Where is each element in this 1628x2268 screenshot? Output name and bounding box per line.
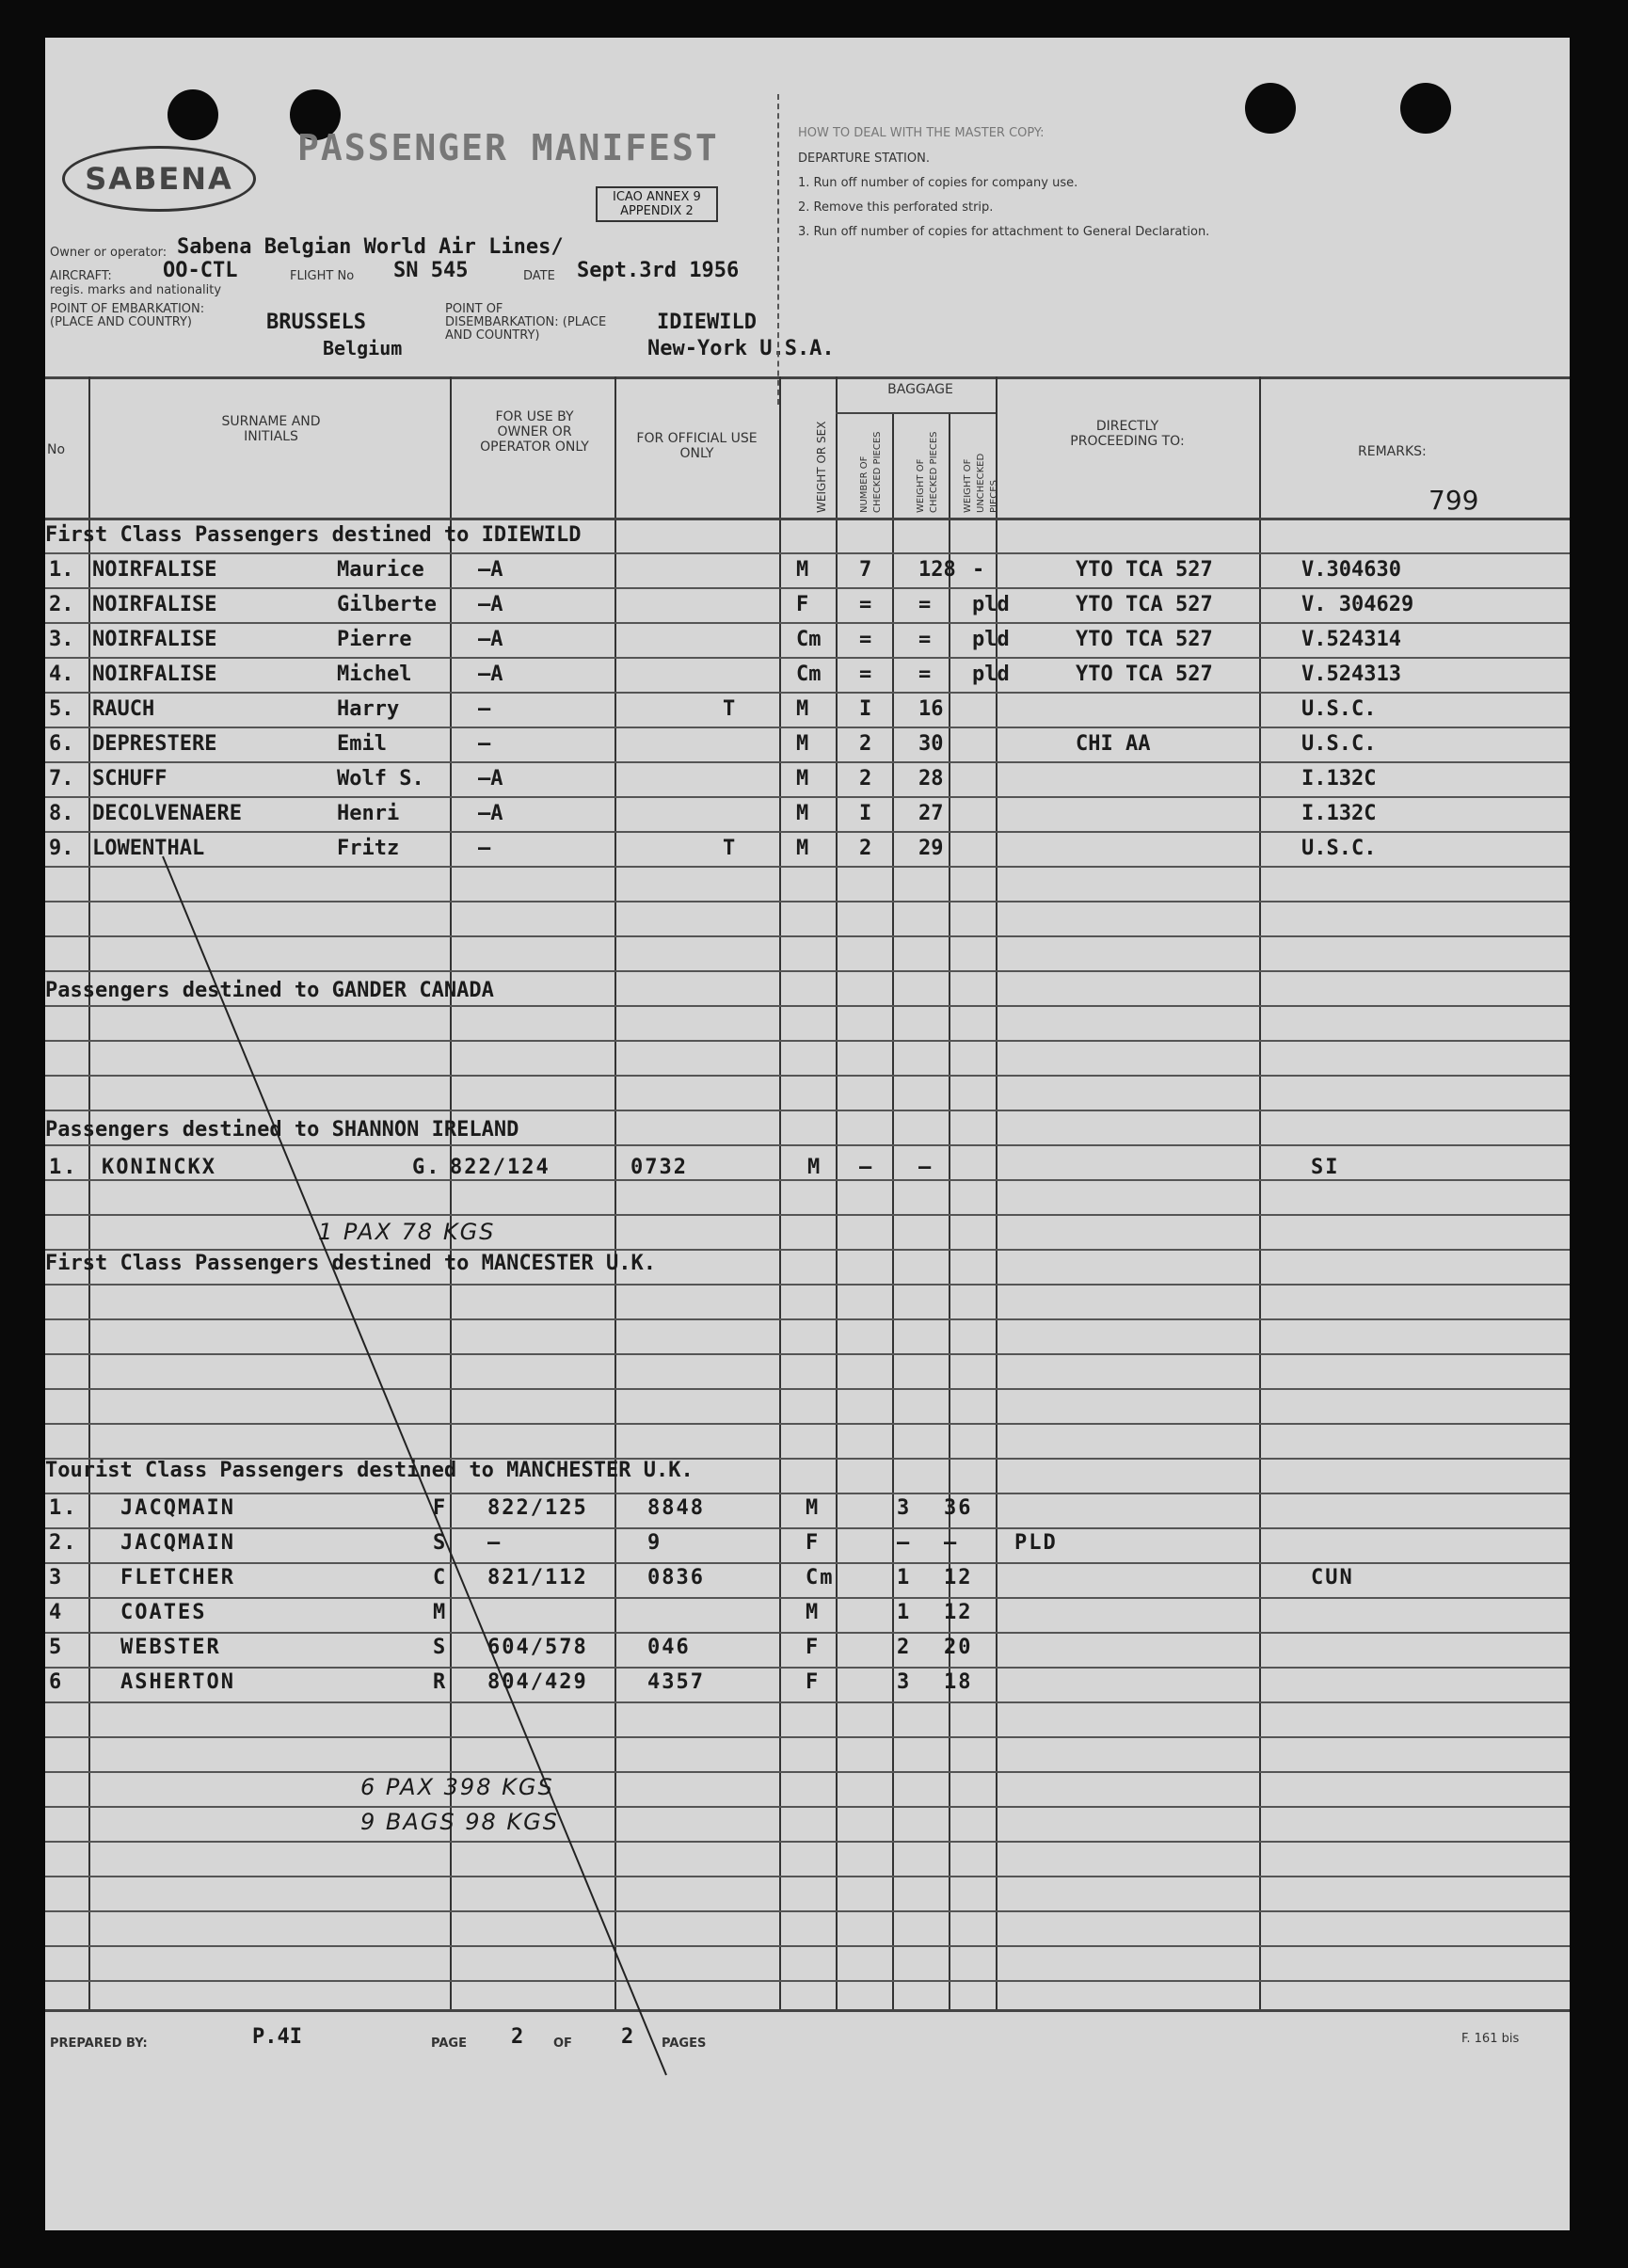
cell-surname: NOIRFALISE bbox=[92, 593, 217, 616]
cell-first: S bbox=[433, 1531, 448, 1555]
cell-surname: NOIRFALISE bbox=[92, 628, 217, 651]
cell-surname: ASHERTON bbox=[120, 1670, 235, 1694]
form-code: F. 161 bis bbox=[1461, 2032, 1520, 2046]
cell-first: R bbox=[433, 1670, 448, 1694]
embark-label: POINT OF EMBARKATION: (PLACE AND COUNTRY) bbox=[50, 302, 205, 329]
sabena-logo: SABENA bbox=[62, 146, 256, 212]
cell-pcs: 3 bbox=[897, 1670, 912, 1694]
cell-wt: 20 bbox=[944, 1636, 973, 1659]
col-baggage-header: BAGGAGE bbox=[887, 382, 953, 397]
cell-no: 7. bbox=[49, 767, 74, 791]
cell-official: 0836 bbox=[647, 1566, 705, 1589]
cell-remarks: U.S.C. bbox=[1301, 697, 1377, 721]
cell-wt: 12 bbox=[944, 1566, 973, 1589]
cell-no: 1. bbox=[49, 1496, 78, 1520]
col-directly-header: DIRECTLY PROCEEDING TO: bbox=[1070, 419, 1185, 449]
cell-pcs: 2 bbox=[859, 732, 872, 756]
owner-value: Sabena Belgian World Air Lines/ bbox=[177, 235, 564, 259]
section-first-class-idiewild: First Class Passengers destined to IDIEWILD bbox=[45, 523, 582, 547]
cell-remarks: SI bbox=[1311, 1156, 1340, 1179]
embark-value: BRUSSELS bbox=[266, 311, 366, 334]
cell-dest: YTO TCA 527 bbox=[1076, 593, 1213, 616]
pages-label: PAGES bbox=[662, 2036, 707, 2051]
cell-surname: SCHUFF bbox=[92, 767, 168, 791]
cell-surname: DECOLVENAERE bbox=[92, 802, 242, 825]
cell-owner: —A bbox=[478, 767, 503, 791]
cell-unchk: pld bbox=[972, 663, 1010, 686]
col-num-checked-header: NUMBER OF CHECKED PIECES bbox=[859, 431, 883, 513]
cell-unchk: PLD bbox=[1014, 1531, 1058, 1555]
cell-pcs: — bbox=[859, 1156, 874, 1179]
col-weight-unchecked-header: WEIGHT OF UNCHECKED PIECES bbox=[963, 453, 999, 513]
disembark-country: New-York U.S.A. bbox=[647, 337, 835, 360]
page-label: PAGE bbox=[431, 2036, 467, 2051]
cell-owner: 604/578 bbox=[487, 1636, 588, 1659]
cell-wt: 36 bbox=[944, 1496, 973, 1520]
aircraft-label: AIRCRAFT: bbox=[50, 269, 112, 283]
aircraft-value: OO-CTL bbox=[163, 259, 238, 282]
cell-no: 4 bbox=[49, 1601, 64, 1624]
cell-sex: M bbox=[796, 802, 809, 825]
cell-sex: Cm bbox=[806, 1566, 835, 1589]
col-owner-header: FOR USE BY OWNER OR OPERATOR ONLY bbox=[480, 409, 589, 455]
cell-wt: = bbox=[918, 593, 932, 616]
cell-owner: — bbox=[478, 697, 491, 721]
cell-sex: M bbox=[796, 558, 809, 582]
cell-wt: 28 bbox=[918, 767, 944, 791]
instruction-3: 3. Run off number of copies for attachment to General Declaration. bbox=[798, 225, 1210, 239]
icao-line1: ICAO ANNEX 9 bbox=[613, 190, 701, 204]
cell-pcs: 7 bbox=[859, 558, 872, 582]
cell-pcs: I bbox=[859, 802, 872, 825]
cell-wt: = bbox=[918, 663, 932, 686]
cell-first: Pierre bbox=[337, 628, 412, 651]
cell-wt: — bbox=[944, 1531, 959, 1555]
cell-sex: M bbox=[806, 1601, 821, 1624]
disembark-label: POINT OF DISEMBARKATION: (PLACE AND COUNTRY) bbox=[445, 302, 607, 343]
owner-label: Owner or operator: bbox=[50, 246, 168, 260]
cell-sex: F bbox=[796, 593, 809, 616]
cell-remarks: I.132C bbox=[1301, 802, 1377, 825]
cell-sex: M bbox=[796, 767, 809, 791]
cell-sex: F bbox=[806, 1531, 821, 1555]
cell-remarks: V.524314 bbox=[1301, 628, 1401, 651]
cell-surname: NOIRFALISE bbox=[92, 663, 217, 686]
cell-first: Wolf S. bbox=[337, 767, 424, 791]
cell-wt: 30 bbox=[918, 732, 944, 756]
prepared-by-value: P.4I bbox=[252, 2025, 302, 2049]
instructions-heading2: DEPARTURE STATION. bbox=[798, 152, 930, 166]
cell-owner: 822/125 bbox=[487, 1496, 588, 1520]
cell-official: 046 bbox=[647, 1636, 691, 1659]
cell-pcs: 2 bbox=[859, 767, 872, 791]
date-value: Sept.3rd 1956 bbox=[577, 259, 740, 282]
cell-surname: WEBSTER bbox=[120, 1636, 221, 1659]
instruction-2: 2. Remove this perforated strip. bbox=[798, 200, 994, 215]
cell-sex: M bbox=[807, 1156, 822, 1179]
page-stamp-number: 799 bbox=[1428, 485, 1479, 516]
flight-value: SN 545 bbox=[393, 259, 469, 282]
col-remarks-header: REMARKS: bbox=[1358, 444, 1427, 459]
col-weight-checked-header: WEIGHT OF CHECKED PIECES bbox=[916, 431, 939, 513]
cell-unchk: pld bbox=[972, 593, 1010, 616]
cell-no: 6. bbox=[49, 732, 74, 756]
cell-pcs: 2 bbox=[859, 837, 872, 860]
icao-line2: APPENDIX 2 bbox=[620, 204, 694, 218]
cell-first: Maurice bbox=[337, 558, 424, 582]
cell-dest: CHI AA bbox=[1076, 732, 1151, 756]
cell-surname: COATES bbox=[120, 1601, 207, 1624]
cell-official: 4357 bbox=[647, 1670, 705, 1694]
date-label: DATE bbox=[523, 269, 555, 283]
cell-dest: YTO TCA 527 bbox=[1076, 663, 1213, 686]
section-first-class-manchester: First Class Passengers destined to MANCESTER U.K. bbox=[45, 1252, 657, 1275]
cell-first: Emil bbox=[337, 732, 387, 756]
cell-surname: RAUCH bbox=[92, 697, 155, 721]
cell-no: 3 bbox=[49, 1566, 64, 1589]
aircraft-sub-label: regis. marks and nationality bbox=[50, 283, 222, 297]
cell-owner: — bbox=[478, 732, 491, 756]
cell-surname: DEPRESTERE bbox=[92, 732, 217, 756]
instructions-heading: HOW TO DEAL WITH THE MASTER COPY: bbox=[798, 126, 1045, 140]
cell-no: 1. bbox=[49, 1156, 78, 1179]
cell-no: 2. bbox=[49, 1531, 78, 1555]
cell-surname: FLETCHER bbox=[120, 1566, 235, 1589]
cell-no: 5 bbox=[49, 1636, 64, 1659]
cell-pcs: 1 bbox=[897, 1566, 912, 1589]
cell-first: C bbox=[433, 1566, 448, 1589]
cell-remarks: V.524313 bbox=[1301, 663, 1401, 686]
cell-first: Gilberte bbox=[337, 593, 437, 616]
cell-sex: M bbox=[796, 732, 809, 756]
cell-first: Harry bbox=[337, 697, 400, 721]
cell-no: 8. bbox=[49, 802, 74, 825]
cell-wt: 29 bbox=[918, 837, 944, 860]
cell-sex: M bbox=[806, 1496, 821, 1520]
manifest-title: PASSENGER MANIFEST bbox=[297, 127, 719, 168]
disembark-value: IDIEWILD bbox=[657, 311, 757, 334]
cell-first: S bbox=[433, 1636, 448, 1659]
cell-official: 9 bbox=[647, 1531, 662, 1555]
cell-wt: 12 bbox=[944, 1601, 973, 1624]
cell-first: G. bbox=[412, 1156, 441, 1179]
of-value: 2 bbox=[621, 2025, 634, 2049]
cell-first: Fritz bbox=[337, 837, 400, 860]
cell-owner: —A bbox=[478, 558, 503, 582]
cell-wt: 27 bbox=[918, 802, 944, 825]
cell-pcs: = bbox=[859, 628, 872, 651]
cell-first: Henri bbox=[337, 802, 400, 825]
cell-official: T bbox=[723, 697, 736, 721]
col-weight-sex-header: WEIGHT OR SEX bbox=[815, 421, 828, 513]
cell-surname: JACQMAIN bbox=[120, 1496, 235, 1520]
cell-no: 2. bbox=[49, 593, 74, 616]
prepared-by-label: PREPARED BY: bbox=[50, 2036, 148, 2051]
cell-surname: NOIRFALISE bbox=[92, 558, 217, 582]
cell-sex: Cm bbox=[796, 628, 822, 651]
cell-no: 9. bbox=[49, 837, 74, 860]
shannon-total: 1 PAX 78 KGS bbox=[318, 1219, 496, 1245]
cell-remarks: I.132C bbox=[1301, 767, 1377, 791]
cell-wt: 128 bbox=[918, 558, 956, 582]
instruction-1: 1. Run off number of copies for company use. bbox=[798, 176, 1078, 190]
cell-official: 0732 bbox=[630, 1156, 688, 1179]
page-value: 2 bbox=[511, 2025, 524, 2049]
cell-owner: —A bbox=[478, 802, 503, 825]
cell-pcs: I bbox=[859, 697, 872, 721]
cell-wt: = bbox=[918, 628, 932, 651]
cell-no: 5. bbox=[49, 697, 74, 721]
cell-owner: —A bbox=[478, 628, 503, 651]
cell-dest: YTO TCA 527 bbox=[1076, 628, 1213, 651]
cell-remarks: CUN bbox=[1311, 1566, 1354, 1589]
cell-remarks: U.S.C. bbox=[1301, 732, 1377, 756]
cell-wt: 18 bbox=[944, 1670, 973, 1694]
cell-pcs: — bbox=[897, 1531, 912, 1555]
cell-first: Michel bbox=[337, 663, 412, 686]
cell-pcs: = bbox=[859, 663, 872, 686]
cell-remarks: V. 304629 bbox=[1301, 593, 1414, 616]
cell-sex: M bbox=[796, 697, 809, 721]
col-official-header: FOR OFFICIAL USE ONLY bbox=[636, 431, 758, 461]
section-tourist-manchester: Tourist Class Passengers destined to MANCHESTER U.K. bbox=[45, 1459, 694, 1482]
of-label: OF bbox=[553, 2036, 572, 2051]
cell-no: 3. bbox=[49, 628, 74, 651]
cell-pcs: 2 bbox=[897, 1636, 912, 1659]
cell-dest: YTO TCA 527 bbox=[1076, 558, 1213, 582]
col-no-header: No bbox=[47, 442, 66, 457]
cell-surname: KONINCKX bbox=[102, 1156, 216, 1179]
cell-owner: 804/429 bbox=[487, 1670, 588, 1694]
embark-country: Belgium bbox=[323, 337, 403, 359]
cell-pcs: 1 bbox=[897, 1601, 912, 1624]
cell-owner: —A bbox=[478, 663, 503, 686]
cell-first: M bbox=[433, 1601, 448, 1624]
cell-no: 6 bbox=[49, 1670, 64, 1694]
cell-owner: — bbox=[478, 837, 491, 860]
cell-surname: JACQMAIN bbox=[120, 1531, 235, 1555]
cell-sex: F bbox=[806, 1636, 821, 1659]
manifest-sheet bbox=[45, 38, 1570, 2230]
cell-pcs: = bbox=[859, 593, 872, 616]
cell-unchk: - bbox=[972, 558, 985, 582]
cell-official: T bbox=[723, 837, 736, 860]
cell-owner: — bbox=[487, 1531, 503, 1555]
cell-sex: F bbox=[806, 1670, 821, 1694]
cell-wt: 16 bbox=[918, 697, 944, 721]
tourist-total-pax: 6 PAX 398 KGS bbox=[360, 1774, 554, 1800]
cell-wt: — bbox=[918, 1156, 934, 1179]
section-shannon: Passengers destined to SHANNON IRELAND bbox=[45, 1118, 519, 1142]
cell-remarks: V.304630 bbox=[1301, 558, 1401, 582]
cell-no: 4. bbox=[49, 663, 74, 686]
cell-sex: M bbox=[796, 837, 809, 860]
cell-owner: 821/112 bbox=[487, 1566, 588, 1589]
cell-owner: 822/124 bbox=[450, 1156, 551, 1179]
cell-pcs: 3 bbox=[897, 1496, 912, 1520]
section-gander: Passengers destined to GANDER CANADA bbox=[45, 979, 494, 1002]
cell-sex: Cm bbox=[796, 663, 822, 686]
col-surname-header: SURNAME AND INITIALS bbox=[221, 414, 321, 444]
cell-official: 8848 bbox=[647, 1496, 705, 1520]
tourist-total-bags: 9 BAGS 98 KGS bbox=[360, 1809, 559, 1835]
cell-unchk: pld bbox=[972, 628, 1010, 651]
cell-owner: —A bbox=[478, 593, 503, 616]
cell-first: F bbox=[433, 1496, 448, 1520]
cell-no: 1. bbox=[49, 558, 74, 582]
flight-label: FLIGHT No bbox=[290, 269, 355, 283]
cell-surname: LOWENTHAL bbox=[92, 837, 205, 860]
cell-remarks: U.S.C. bbox=[1301, 837, 1377, 860]
